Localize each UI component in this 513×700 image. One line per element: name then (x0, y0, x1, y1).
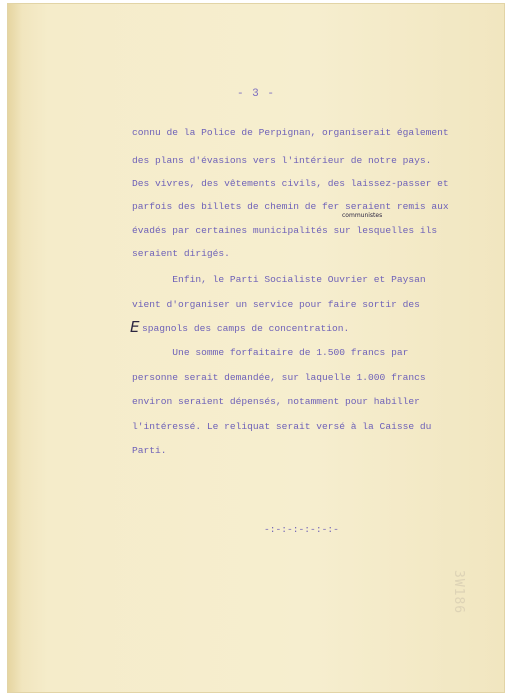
text-line-6: seraient dirigés. (132, 248, 230, 259)
handwritten-capital-e: E (130, 318, 140, 336)
text-line-14: Parti. (132, 445, 167, 456)
text-line-2: des plans d'évasions vers l'intérieur de notre pays. (132, 155, 432, 166)
text-line-1: connu de la Police de Perpignan, organiserait également (132, 127, 449, 138)
closing-separator: -:-:-:-:-:-:- (264, 524, 339, 535)
text-line-4: parfois des billets de chemin de fer seraient remis aux (132, 201, 449, 212)
text-line-3: Des vivres, des vêtements civils, des laissez-passer et (132, 178, 449, 189)
text-line-7: Enfin, le Parti Socialiste Ouvrier et Paysan (132, 274, 426, 285)
text-line-12: environ seraient dépensés, notamment pour habiller (132, 396, 420, 407)
page-number: - 3 - (236, 88, 275, 100)
archive-stamp: 3W186 (451, 570, 466, 615)
text-line-11: personne serait demandée, sur laquelle 1.000 francs (132, 372, 426, 383)
text-line-5: évadés par certaines municipalités sur lesquelles ils (132, 225, 438, 236)
text-line-10: Une somme forfaitaire de 1.500 francs par (132, 347, 409, 358)
handwritten-insert: communistes (342, 212, 383, 219)
text-line-8: vient d'organiser un service pour faire sortir des (132, 299, 420, 310)
text-line-9: spagnols des camps de concentration. (142, 323, 350, 334)
document-page (8, 4, 504, 692)
text-line-13: l'intéressé. Le reliquat serait versé à la Caisse du (132, 421, 432, 432)
